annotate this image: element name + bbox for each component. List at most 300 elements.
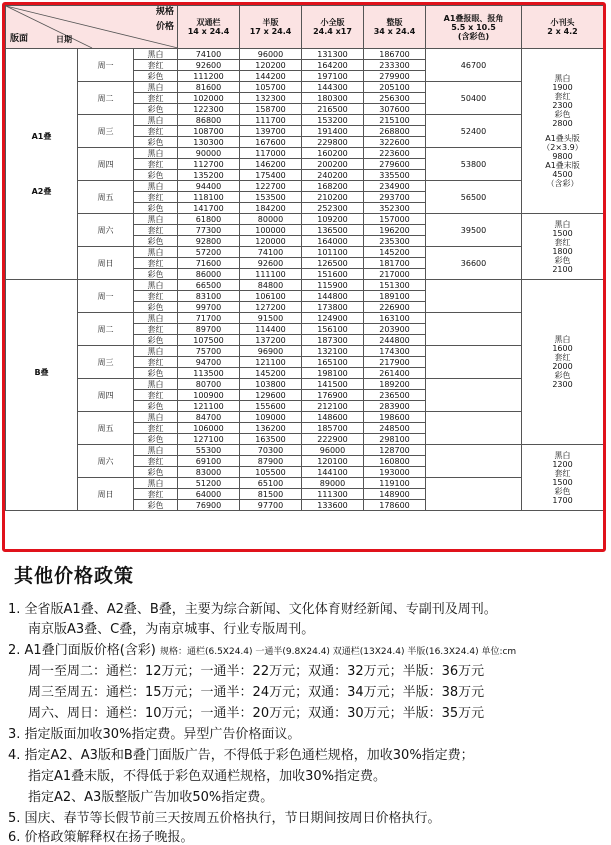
price-cell: 55300 bbox=[178, 445, 240, 456]
policy-line-3: 3. 指定版面加收30%指定费。异型广告价格面议。 bbox=[8, 727, 301, 742]
price-cell: 141500 bbox=[302, 379, 364, 390]
color-type-cell: 黑白 bbox=[134, 379, 178, 390]
price-cell: 87900 bbox=[240, 456, 302, 467]
price-cell: 163100 bbox=[364, 313, 426, 324]
price-cell: 139700 bbox=[240, 126, 302, 137]
color-type-cell: 套红 bbox=[134, 93, 178, 104]
col-size: 14 x 24.4 bbox=[187, 27, 230, 36]
price-cell: 81500 bbox=[240, 489, 302, 500]
color-type-cell: 黑白 bbox=[134, 313, 178, 324]
day-cell: 周四 bbox=[78, 379, 134, 412]
price-cell: 193000 bbox=[364, 467, 426, 478]
price-cell: 135200 bbox=[178, 170, 240, 181]
color-type-cell: 套红 bbox=[134, 324, 178, 335]
price-cell: 168200 bbox=[302, 181, 364, 192]
price-cell: 83000 bbox=[178, 467, 240, 478]
price-cell: 89000 bbox=[302, 478, 364, 489]
baoyan-price-cell bbox=[426, 313, 522, 346]
price-cell: 233300 bbox=[364, 60, 426, 71]
color-type-cell: 黑白 bbox=[134, 49, 178, 60]
policy-line-1b: 南京版A3叠、C叠，为南京城事、行业专版周刊。 bbox=[28, 622, 315, 637]
price-cell: 90000 bbox=[178, 148, 240, 159]
col-header-zhengban bbox=[364, 6, 426, 49]
rate-table bbox=[5, 5, 604, 511]
color-type-cell: 彩色 bbox=[134, 368, 178, 379]
baoyan-price-cell bbox=[426, 412, 522, 445]
table-row bbox=[6, 247, 604, 258]
price-cell: 111300 bbox=[302, 489, 364, 500]
price-cell: 111700 bbox=[240, 115, 302, 126]
price-cell: 186700 bbox=[364, 49, 426, 60]
policy-price-weekend: 周六、周日：通栏：10万元；一通半：20万元；双通：30万元；半版：35万元 bbox=[28, 706, 485, 721]
price-cell: 112700 bbox=[178, 159, 240, 170]
col-name: 小全版 bbox=[320, 18, 345, 27]
price-cell: 80700 bbox=[178, 379, 240, 390]
price-cell: 127100 bbox=[178, 434, 240, 445]
price-cell: 217900 bbox=[364, 357, 426, 368]
color-type-cell: 套红 bbox=[134, 357, 178, 368]
price-cell: 108700 bbox=[178, 126, 240, 137]
col-size: 5.5 x 10.5 bbox=[451, 22, 496, 32]
baoyan-price-cell bbox=[426, 346, 522, 379]
price-cell: 120200 bbox=[240, 60, 302, 71]
section-label: A2叠 bbox=[31, 187, 52, 196]
kantou-line: 彩色 bbox=[554, 110, 571, 119]
col-size: 34 x 24.4 bbox=[373, 27, 416, 36]
kantou-line: 1700 bbox=[552, 495, 573, 505]
kantou-line: 套红 bbox=[554, 237, 571, 247]
color-type-cell: 黑白 bbox=[134, 214, 178, 225]
col-size: 24.4 x17 bbox=[313, 27, 352, 36]
color-type-cell: 套红 bbox=[134, 126, 178, 137]
price-cell: 196200 bbox=[364, 225, 426, 236]
color-type-cell: 黑白 bbox=[134, 478, 178, 489]
kantou-line: 黑白 bbox=[554, 450, 571, 460]
price-cell: 298100 bbox=[364, 434, 426, 445]
table-row bbox=[6, 478, 604, 489]
table-row bbox=[6, 445, 604, 456]
table-row bbox=[6, 313, 604, 324]
kantou-line: 2100 bbox=[552, 264, 573, 274]
kantou-line: 1800 bbox=[552, 246, 573, 256]
price-cell: 198100 bbox=[302, 368, 364, 379]
price-cell: 184200 bbox=[240, 203, 302, 214]
color-type-cell: 套红 bbox=[134, 423, 178, 434]
price-cell: 153200 bbox=[302, 115, 364, 126]
price-cell: 236500 bbox=[364, 390, 426, 401]
spec-label: 规格 bbox=[156, 7, 175, 17]
price-cell: 153500 bbox=[240, 192, 302, 203]
kantou-line: 黑白 bbox=[554, 219, 571, 229]
rate-card-frame bbox=[2, 2, 606, 552]
price-cell: 160800 bbox=[364, 456, 426, 467]
col-header-xiaokantou bbox=[522, 6, 604, 49]
color-type-cell: 黑白 bbox=[134, 247, 178, 258]
price-cell: 174300 bbox=[364, 346, 426, 357]
price-cell: 64000 bbox=[178, 489, 240, 500]
price-cell: 191400 bbox=[302, 126, 364, 137]
kantou-line: 1200 bbox=[552, 459, 573, 469]
color-type-cell: 套红 bbox=[134, 456, 178, 467]
price-cell: 115900 bbox=[302, 280, 364, 291]
price-cell: 144300 bbox=[302, 82, 364, 93]
baoyan-price-cell: 52400 bbox=[426, 115, 522, 148]
price-cell: 156100 bbox=[302, 324, 364, 335]
day-cell: 周二 bbox=[78, 313, 134, 346]
price-cell: 155600 bbox=[240, 401, 302, 412]
price-cell: 96000 bbox=[302, 445, 364, 456]
price-cell: 70300 bbox=[240, 445, 302, 456]
day-cell: 周六 bbox=[78, 445, 134, 478]
baoyan-price-cell: 50400 bbox=[426, 82, 522, 115]
table-row bbox=[6, 49, 604, 60]
kantou-line: 彩色 bbox=[554, 255, 571, 265]
price-cell: 107500 bbox=[178, 335, 240, 346]
price-label: 价格 bbox=[156, 22, 175, 32]
day-cell: 周三 bbox=[78, 115, 134, 148]
section-label-cell bbox=[6, 49, 78, 280]
color-type-cell: 黑白 bbox=[134, 148, 178, 159]
price-cell: 229800 bbox=[302, 137, 364, 148]
price-cell: 96000 bbox=[240, 49, 302, 60]
baoyan-price-cell bbox=[426, 445, 522, 478]
day-cell: 周一 bbox=[78, 49, 134, 82]
color-type-cell: 黑白 bbox=[134, 445, 178, 456]
price-cell: 200200 bbox=[302, 159, 364, 170]
col-note: (含彩色) bbox=[457, 31, 490, 41]
price-cell: 99700 bbox=[178, 302, 240, 313]
day-cell: 周二 bbox=[78, 82, 134, 115]
price-cell: 86000 bbox=[178, 269, 240, 280]
col-header-baoyan bbox=[426, 6, 522, 49]
price-cell: 92600 bbox=[178, 60, 240, 71]
price-cell: 80000 bbox=[240, 214, 302, 225]
price-cell: 103800 bbox=[240, 379, 302, 390]
policy-spec-note: 规格：通栏(6.5X24.4) 一通半(9.8X24.4) 双通栏(13X24.4) 半版(16.3X24.4) 单位:cm bbox=[159, 647, 517, 657]
kantou-line: 4500 bbox=[552, 170, 573, 179]
price-cell: 160200 bbox=[302, 148, 364, 159]
price-cell: 136500 bbox=[302, 225, 364, 236]
color-type-cell: 彩色 bbox=[134, 302, 178, 313]
price-cell: 189100 bbox=[364, 291, 426, 302]
col-size: 17 x 24.4 bbox=[249, 27, 292, 36]
price-cell: 146200 bbox=[240, 159, 302, 170]
policy-line-4: 4. 指定A2、A3版和B叠门面版广告，不得低于彩色通栏规格，加收30%指定费； bbox=[8, 748, 474, 763]
baoyan-price-cell: 56500 bbox=[426, 181, 522, 214]
price-cell: 145200 bbox=[240, 368, 302, 379]
date-label: 日期 bbox=[56, 35, 72, 44]
kantou-price-cell bbox=[522, 445, 604, 511]
price-cell: 167600 bbox=[240, 137, 302, 148]
price-cell: 94700 bbox=[178, 357, 240, 368]
color-type-cell: 套红 bbox=[134, 390, 178, 401]
price-cell: 118100 bbox=[178, 192, 240, 203]
price-cell: 105500 bbox=[240, 467, 302, 478]
color-type-cell: 黑白 bbox=[134, 115, 178, 126]
price-cell: 74100 bbox=[178, 49, 240, 60]
kantou-line: 套红 bbox=[554, 92, 571, 101]
baoyan-price-cell bbox=[426, 379, 522, 412]
price-cell: 144200 bbox=[240, 71, 302, 82]
price-cell: 71700 bbox=[178, 313, 240, 324]
price-cell: 173800 bbox=[302, 302, 364, 313]
diagonal-lines bbox=[6, 6, 178, 48]
kantou-line: 1500 bbox=[552, 228, 573, 238]
kantou-line: 1600 bbox=[552, 344, 573, 353]
day-cell: 周六 bbox=[78, 214, 134, 247]
price-cell: 69100 bbox=[178, 456, 240, 467]
price-cell: 215100 bbox=[364, 115, 426, 126]
day-cell: 周四 bbox=[78, 148, 134, 181]
price-cell: 75700 bbox=[178, 346, 240, 357]
kantou-price-cell bbox=[522, 214, 604, 280]
baoyan-price-cell: 46700 bbox=[426, 49, 522, 82]
price-cell: 164000 bbox=[302, 236, 364, 247]
price-cell: 141700 bbox=[178, 203, 240, 214]
price-cell: 111100 bbox=[240, 269, 302, 280]
price-cell: 234900 bbox=[364, 181, 426, 192]
col-size: 2 x 4.2 bbox=[547, 27, 578, 36]
kantou-line: 2800 bbox=[552, 119, 573, 128]
color-type-cell: 套红 bbox=[134, 159, 178, 170]
color-type-cell: 套红 bbox=[134, 225, 178, 236]
price-cell: 65100 bbox=[240, 478, 302, 489]
price-cell: 240200 bbox=[302, 170, 364, 181]
policy-price-weekday-late: 周三至周五：通栏：15万元；一通半：24万元；双通：34万元；半版：38万元 bbox=[28, 685, 485, 700]
color-type-cell: 彩色 bbox=[134, 236, 178, 247]
price-cell: 151300 bbox=[364, 280, 426, 291]
policy-line-4b: 指定A1叠末版，不得低于彩色双通栏规格，加收30%指定费。 bbox=[28, 769, 387, 784]
price-cell: 187300 bbox=[302, 335, 364, 346]
policy-line-1: 1. 全省版A1叠、A2叠、B叠，主要为综合新闻、文化体育财经新闻、专副刊及周刊。 bbox=[8, 602, 497, 617]
table-row bbox=[6, 148, 604, 159]
price-cell: 145200 bbox=[364, 247, 426, 258]
price-cell: 132300 bbox=[240, 93, 302, 104]
price-cell: 181700 bbox=[364, 258, 426, 269]
section-label-cell bbox=[6, 280, 78, 511]
price-cell: 111200 bbox=[178, 71, 240, 82]
price-cell: 122300 bbox=[178, 104, 240, 115]
price-cell: 100000 bbox=[240, 225, 302, 236]
baoyan-price-cell bbox=[426, 280, 522, 313]
price-cell: 148900 bbox=[364, 489, 426, 500]
kantou-line: 9800 bbox=[552, 152, 573, 161]
price-cell: 117000 bbox=[240, 148, 302, 159]
kantou-line: A1叠头版 bbox=[545, 134, 580, 143]
price-cell: 279900 bbox=[364, 71, 426, 82]
price-cell: 268800 bbox=[364, 126, 426, 137]
price-cell: 322600 bbox=[364, 137, 426, 148]
table-row bbox=[6, 214, 604, 225]
price-cell: 83100 bbox=[178, 291, 240, 302]
color-type-cell: 彩色 bbox=[134, 170, 178, 181]
price-cell: 283900 bbox=[364, 401, 426, 412]
price-cell: 235300 bbox=[364, 236, 426, 247]
price-cell: 97700 bbox=[240, 500, 302, 511]
price-cell: 163500 bbox=[240, 434, 302, 445]
color-type-cell: 彩色 bbox=[134, 467, 178, 478]
kantou-line: 2000 bbox=[552, 362, 573, 371]
price-cell: 121100 bbox=[178, 401, 240, 412]
price-cell: 76900 bbox=[178, 500, 240, 511]
color-type-cell: 黑白 bbox=[134, 346, 178, 357]
price-cell: 113500 bbox=[178, 368, 240, 379]
section-label: A1叠 bbox=[31, 132, 52, 141]
kantou-line: 1500 bbox=[552, 477, 573, 487]
price-cell: 92800 bbox=[178, 236, 240, 247]
price-cell: 261400 bbox=[364, 368, 426, 379]
price-cell: 94400 bbox=[178, 181, 240, 192]
price-cell: 105700 bbox=[240, 82, 302, 93]
color-type-cell: 彩色 bbox=[134, 269, 178, 280]
price-cell: 51200 bbox=[178, 478, 240, 489]
day-cell: 周五 bbox=[78, 412, 134, 445]
color-type-cell: 彩色 bbox=[134, 203, 178, 214]
color-type-cell: 彩色 bbox=[134, 71, 178, 82]
policy-line-5: 5. 国庆、春节等长假节前三天按周五价格执行，节日期间按周日价格执行。 bbox=[8, 811, 441, 826]
price-cell: 109200 bbox=[302, 214, 364, 225]
price-cell: 226900 bbox=[364, 302, 426, 313]
price-cell: 91500 bbox=[240, 313, 302, 324]
price-cell: 178600 bbox=[364, 500, 426, 511]
price-cell: 352300 bbox=[364, 203, 426, 214]
kantou-line: 套红 bbox=[554, 468, 571, 478]
page-label: 版面 bbox=[10, 34, 29, 44]
price-cell: 244800 bbox=[364, 335, 426, 346]
price-cell: 57200 bbox=[178, 247, 240, 258]
kantou-price-cell bbox=[522, 49, 604, 214]
price-cell: 89700 bbox=[178, 324, 240, 335]
price-cell: 158700 bbox=[240, 104, 302, 115]
table-row bbox=[6, 115, 604, 126]
color-type-cell: 套红 bbox=[134, 60, 178, 71]
price-cell: 120100 bbox=[302, 456, 364, 467]
kantou-line: A1叠末版 bbox=[545, 161, 580, 170]
policy-title: 其他价格政策 bbox=[14, 565, 135, 587]
price-cell: 136200 bbox=[240, 423, 302, 434]
price-cell: 175400 bbox=[240, 170, 302, 181]
day-cell: 周一 bbox=[78, 280, 134, 313]
price-cell: 223600 bbox=[364, 148, 426, 159]
price-cell: 137200 bbox=[240, 335, 302, 346]
price-cell: 157000 bbox=[364, 214, 426, 225]
col-name: A1叠报眼、报角 bbox=[443, 13, 504, 23]
kantou-line: （2×3.9） bbox=[542, 143, 583, 152]
price-cell: 74100 bbox=[240, 247, 302, 258]
section-label: B叠 bbox=[34, 367, 49, 377]
price-cell: 109000 bbox=[240, 412, 302, 423]
price-cell: 84800 bbox=[240, 280, 302, 291]
table-row bbox=[6, 412, 604, 423]
header-row bbox=[6, 6, 604, 49]
color-type-cell: 彩色 bbox=[134, 401, 178, 412]
price-cell: 180300 bbox=[302, 93, 364, 104]
price-cell: 185700 bbox=[302, 423, 364, 434]
price-cell: 119100 bbox=[364, 478, 426, 489]
color-type-cell: 套红 bbox=[134, 489, 178, 500]
price-cell: 144800 bbox=[302, 291, 364, 302]
price-cell: 144100 bbox=[302, 467, 364, 478]
price-cell: 77300 bbox=[178, 225, 240, 236]
col-name: 双通栏 bbox=[196, 18, 221, 27]
day-cell: 周三 bbox=[78, 346, 134, 379]
price-cell: 100900 bbox=[178, 390, 240, 401]
color-type-cell: 彩色 bbox=[134, 335, 178, 346]
col-header-xiaoquanban bbox=[302, 6, 364, 49]
price-cell: 132100 bbox=[302, 346, 364, 357]
price-cell: 96900 bbox=[240, 346, 302, 357]
col-name: 半版 bbox=[262, 18, 279, 27]
policy-section bbox=[0, 552, 611, 845]
color-type-cell: 彩色 bbox=[134, 434, 178, 445]
policy-line-6: 6. 价格政策解释权在扬子晚报。 bbox=[8, 830, 194, 845]
baoyan-price-cell: 36600 bbox=[426, 247, 522, 280]
price-cell: 205100 bbox=[364, 82, 426, 93]
kantou-line: 2300 bbox=[552, 101, 573, 110]
price-cell: 164200 bbox=[302, 60, 364, 71]
col-header-shuangtonglan bbox=[178, 6, 240, 49]
policy-price-weekday-early: 周一至周二：通栏：12万元；一通半：22万元；双通：32万元；半版：36万元 bbox=[28, 664, 485, 679]
price-cell: 212100 bbox=[302, 401, 364, 412]
policy-line-2 bbox=[8, 639, 516, 658]
col-header-banban bbox=[240, 6, 302, 49]
color-type-cell: 套红 bbox=[134, 291, 178, 302]
price-cell: 84700 bbox=[178, 412, 240, 423]
price-cell: 335500 bbox=[364, 170, 426, 181]
baoyan-price-cell bbox=[426, 478, 522, 511]
price-cell: 114400 bbox=[240, 324, 302, 335]
kantou-line: （含彩） bbox=[546, 179, 579, 188]
price-cell: 122700 bbox=[240, 181, 302, 192]
price-cell: 279600 bbox=[364, 159, 426, 170]
price-cell: 124900 bbox=[302, 313, 364, 324]
table-row bbox=[6, 82, 604, 93]
color-type-cell: 彩色 bbox=[134, 500, 178, 511]
day-cell: 周日 bbox=[78, 247, 134, 280]
price-cell: 106100 bbox=[240, 291, 302, 302]
price-cell: 252300 bbox=[302, 203, 364, 214]
price-cell: 130300 bbox=[178, 137, 240, 148]
color-type-cell: 黑白 bbox=[134, 280, 178, 291]
price-cell: 61800 bbox=[178, 214, 240, 225]
baoyan-price-cell: 53800 bbox=[426, 148, 522, 181]
price-cell: 165100 bbox=[302, 357, 364, 368]
price-cell: 129600 bbox=[240, 390, 302, 401]
price-cell: 210200 bbox=[302, 192, 364, 203]
price-cell: 203900 bbox=[364, 324, 426, 335]
price-cell: 121100 bbox=[240, 357, 302, 368]
kantou-price-cell bbox=[522, 280, 604, 445]
price-cell: 133600 bbox=[302, 500, 364, 511]
color-type-cell: 黑白 bbox=[134, 412, 178, 423]
kantou-line: 2300 bbox=[552, 380, 573, 389]
price-cell: 248500 bbox=[364, 423, 426, 434]
price-cell: 293700 bbox=[364, 192, 426, 203]
kantou-line: 黑白 bbox=[554, 335, 571, 344]
day-cell: 周日 bbox=[78, 478, 134, 511]
col-name: 整版 bbox=[386, 18, 403, 27]
price-cell: 66500 bbox=[178, 280, 240, 291]
color-type-cell: 彩色 bbox=[134, 137, 178, 148]
policy-line-4c: 指定A2、A3版整版广告加收50%指定费。 bbox=[28, 790, 274, 805]
price-cell: 216500 bbox=[302, 104, 364, 115]
baoyan-price-cell: 39500 bbox=[426, 214, 522, 247]
price-cell: 101100 bbox=[302, 247, 364, 258]
day-cell: 周五 bbox=[78, 181, 134, 214]
table-row bbox=[6, 181, 604, 192]
price-cell: 126500 bbox=[302, 258, 364, 269]
price-cell: 106000 bbox=[178, 423, 240, 434]
